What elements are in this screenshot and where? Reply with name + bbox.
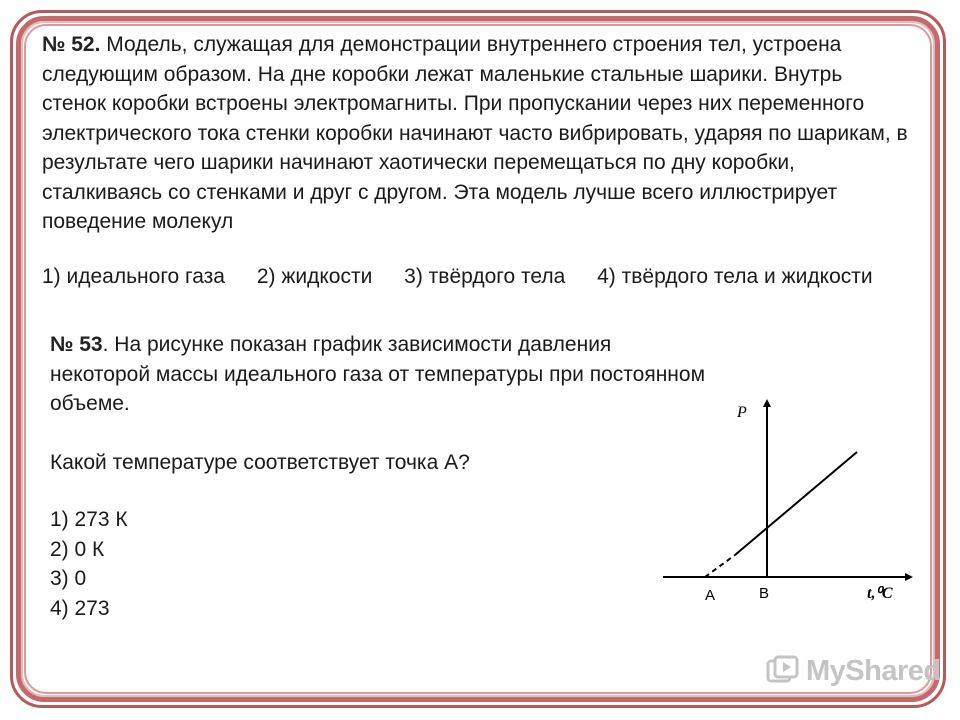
- problem-52-option-1: 1) идеального газа: [42, 265, 225, 288]
- watermark-text: MyShared: [806, 654, 941, 687]
- problem-53-option-1: 1) 273 К: [50, 508, 128, 531]
- problem-52-option-3: 3) твёрдого тела: [404, 265, 566, 288]
- y-axis-arrow: [763, 399, 771, 407]
- pressure-temperature-graph: [655, 395, 915, 610]
- problem-52-number: № 52.: [42, 33, 101, 56]
- problem-53-question: Какой температуре соответствует точка А?: [50, 451, 470, 474]
- y-axis-label: P: [737, 404, 747, 421]
- point-a-label: А: [705, 587, 716, 604]
- problem-53-option-3: 3) 0: [50, 567, 87, 590]
- problem-52-text: [42, 30, 912, 237]
- problem-53-option-4: 4) 273: [50, 596, 110, 620]
- problem-53-text: [50, 330, 710, 419]
- problem-53-body: . На рисунке показан график зависимости давления некоторой массы идеального газа от температуры при постоянном объеме.: [50, 333, 706, 415]
- problem-52-option-2: 2) жидкости: [256, 265, 373, 288]
- point-b-label: В: [759, 585, 770, 602]
- slides-icon: [766, 655, 800, 687]
- x-axis-arrow: [905, 573, 913, 581]
- watermark-logo: [766, 654, 941, 688]
- problem-52-options: [42, 262, 912, 292]
- pressure-line-extrapolated: [705, 555, 735, 577]
- problem-53-option-2: 2) 0 К: [50, 537, 105, 561]
- problem-53-number: № 53: [50, 333, 103, 356]
- problem-52-option-4: 4) твёрдого тела и жидкости: [597, 265, 873, 288]
- problem-52-body: Модель, служащая для демонстрации внутреннего строения тел, устроена следующим образом. На дне коробки лежат маленькие стальные шарики. Внутрь стенок коробки встроены электромагниты. При пропускании через них переменного электрического тока стенки коробки начинают часто вибрировать, ударяя по шарикам, в результате чего шарики начинают хаотически перемещаться по дну коробки, сталкиваясь со стенками и друг с другом. Эта модель лучше всего иллюстрирует поведение молекул: [42, 33, 908, 233]
- pressure-line: [735, 452, 857, 555]
- problem-53-options: [50, 505, 128, 623]
- x-axis-label: t,⁰C: [867, 585, 893, 602]
